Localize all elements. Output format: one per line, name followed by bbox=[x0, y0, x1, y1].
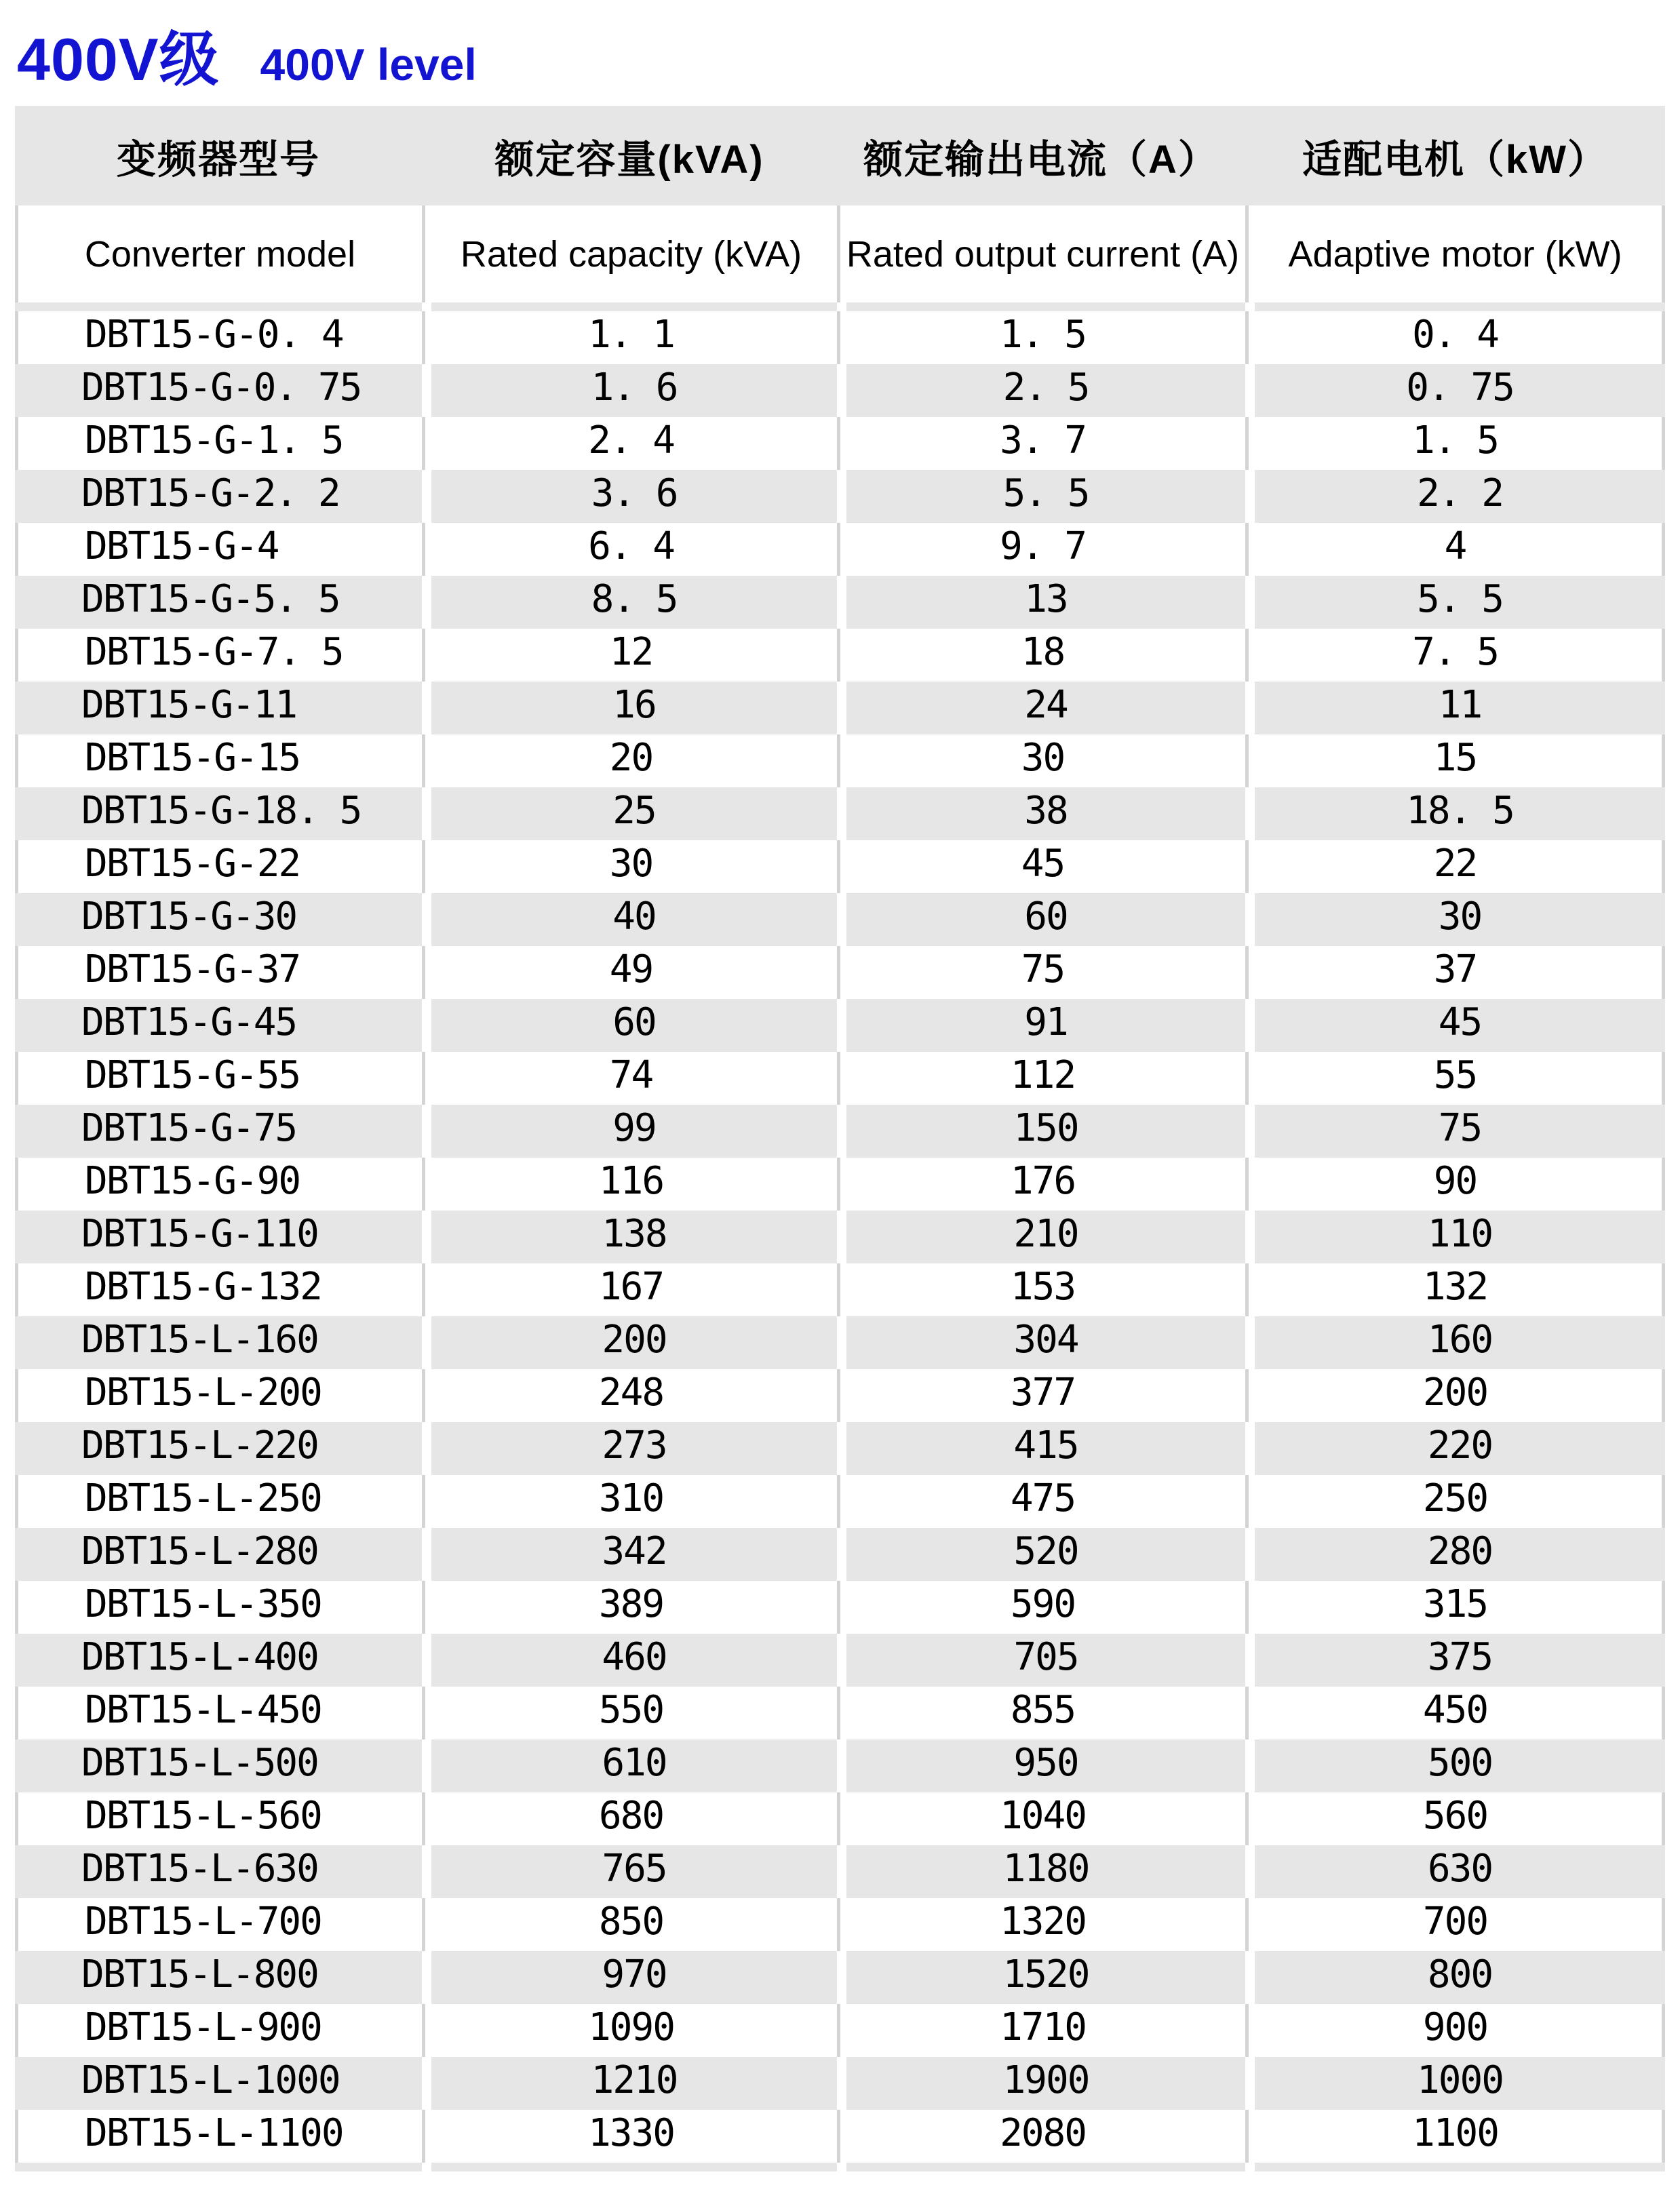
capacity-cell: 25 bbox=[422, 787, 837, 840]
capacity-cell: 167 bbox=[422, 1263, 837, 1316]
current-cell: 3. 7 bbox=[837, 417, 1245, 470]
motor-cell: 11 bbox=[1245, 682, 1665, 734]
column-header-current-zh: 额定输出电流（A） bbox=[837, 106, 1245, 205]
page-title-zh: 400V级 bbox=[17, 26, 220, 93]
current-cell: 705 bbox=[837, 1634, 1245, 1687]
header-separator-strip bbox=[15, 302, 1665, 311]
motor-cell: 0. 75 bbox=[1245, 364, 1665, 417]
capacity-cell: 680 bbox=[422, 1792, 837, 1845]
capacity-cell: 138 bbox=[422, 1211, 837, 1263]
model-cell: DBT15-L-350 bbox=[15, 1581, 422, 1634]
table-row bbox=[15, 946, 1665, 999]
current-cell: 590 bbox=[837, 1581, 1245, 1634]
current-cell: 1900 bbox=[837, 2057, 1245, 2110]
capacity-cell: 12 bbox=[422, 629, 837, 682]
column-header-motor-en: Adaptive motor (kW) bbox=[1245, 205, 1665, 302]
current-cell: 30 bbox=[837, 734, 1245, 787]
model-cell: DBT15-L-250 bbox=[15, 1475, 422, 1528]
motor-cell: 375 bbox=[1245, 1634, 1665, 1687]
capacity-cell: 6. 4 bbox=[422, 523, 837, 576]
motor-cell: 30 bbox=[1245, 893, 1665, 946]
table-row bbox=[15, 1845, 1665, 1898]
model-cell: DBT15-L-200 bbox=[15, 1369, 422, 1422]
table-row bbox=[15, 1369, 1665, 1422]
model-cell: DBT15-L-280 bbox=[15, 1528, 422, 1581]
current-cell: 950 bbox=[837, 1739, 1245, 1792]
current-cell: 18 bbox=[837, 629, 1245, 682]
table-row bbox=[15, 1316, 1665, 1369]
current-cell: 1. 5 bbox=[837, 311, 1245, 364]
current-cell: 520 bbox=[837, 1528, 1245, 1581]
current-cell: 2. 5 bbox=[837, 364, 1245, 417]
capacity-cell: 1090 bbox=[422, 2004, 837, 2057]
model-cell: DBT15-G-132 bbox=[15, 1263, 422, 1316]
current-cell: 1320 bbox=[837, 1898, 1245, 1951]
table-row bbox=[15, 417, 1665, 470]
capacity-cell: 765 bbox=[422, 1845, 837, 1898]
capacity-cell: 310 bbox=[422, 1475, 837, 1528]
capacity-cell: 610 bbox=[422, 1739, 837, 1792]
model-cell: DBT15-G-110 bbox=[15, 1211, 422, 1263]
current-cell: 304 bbox=[837, 1316, 1245, 1369]
table-row bbox=[15, 893, 1665, 946]
page-bottom-margin bbox=[0, 2171, 1680, 2192]
motor-cell: 280 bbox=[1245, 1528, 1665, 1581]
model-cell: DBT15-L-900 bbox=[15, 2004, 422, 2057]
capacity-cell: 3. 6 bbox=[422, 470, 837, 523]
spec-table bbox=[15, 106, 1665, 2171]
motor-cell: 110 bbox=[1245, 1211, 1665, 1263]
current-cell: 9. 7 bbox=[837, 523, 1245, 576]
table-body bbox=[15, 311, 1665, 2163]
motor-cell: 5. 5 bbox=[1245, 576, 1665, 629]
model-cell: DBT15-L-450 bbox=[15, 1687, 422, 1739]
motor-cell: 1100 bbox=[1245, 2110, 1665, 2163]
motor-cell: 1. 5 bbox=[1245, 417, 1665, 470]
capacity-cell: 16 bbox=[422, 682, 837, 734]
current-cell: 75 bbox=[837, 946, 1245, 999]
table-row bbox=[15, 1158, 1665, 1211]
model-cell: DBT15-G-75 bbox=[15, 1105, 422, 1158]
table-row bbox=[15, 1898, 1665, 1951]
capacity-cell: 1210 bbox=[422, 2057, 837, 2110]
table-row bbox=[15, 1528, 1665, 1581]
model-cell: DBT15-L-1000 bbox=[15, 2057, 422, 2110]
motor-cell: 4 bbox=[1245, 523, 1665, 576]
table-row bbox=[15, 1105, 1665, 1158]
capacity-cell: 20 bbox=[422, 734, 837, 787]
table-row bbox=[15, 1052, 1665, 1105]
motor-cell: 560 bbox=[1245, 1792, 1665, 1845]
capacity-cell: 1. 1 bbox=[422, 311, 837, 364]
model-cell: DBT15-G-5. 5 bbox=[15, 576, 422, 629]
capacity-cell: 200 bbox=[422, 1316, 837, 1369]
table-row bbox=[15, 1422, 1665, 1475]
current-cell: 13 bbox=[837, 576, 1245, 629]
motor-cell: 37 bbox=[1245, 946, 1665, 999]
model-cell: DBT15-G-0. 75 bbox=[15, 364, 422, 417]
motor-cell: 55 bbox=[1245, 1052, 1665, 1105]
capacity-cell: 60 bbox=[422, 999, 837, 1052]
table-row bbox=[15, 470, 1665, 523]
motor-cell: 630 bbox=[1245, 1845, 1665, 1898]
model-cell: DBT15-G-22 bbox=[15, 840, 422, 893]
capacity-cell: 99 bbox=[422, 1105, 837, 1158]
current-cell: 210 bbox=[837, 1211, 1245, 1263]
model-cell: DBT15-L-630 bbox=[15, 1845, 422, 1898]
model-cell: DBT15-L-560 bbox=[15, 1792, 422, 1845]
current-cell: 377 bbox=[837, 1369, 1245, 1422]
current-cell: 415 bbox=[837, 1422, 1245, 1475]
current-cell: 1520 bbox=[837, 1951, 1245, 2004]
table-row bbox=[15, 523, 1665, 576]
capacity-cell: 850 bbox=[422, 1898, 837, 1951]
capacity-cell: 116 bbox=[422, 1158, 837, 1211]
motor-cell: 45 bbox=[1245, 999, 1665, 1052]
table-row bbox=[15, 2110, 1665, 2163]
table-row bbox=[15, 1475, 1665, 1528]
motor-cell: 200 bbox=[1245, 1369, 1665, 1422]
table-row bbox=[15, 2057, 1665, 2110]
capacity-cell: 74 bbox=[422, 1052, 837, 1105]
footer-separator-strip bbox=[15, 2163, 1665, 2171]
capacity-cell: 40 bbox=[422, 893, 837, 946]
capacity-cell: 8. 5 bbox=[422, 576, 837, 629]
capacity-cell: 49 bbox=[422, 946, 837, 999]
current-cell: 38 bbox=[837, 787, 1245, 840]
table-row bbox=[15, 629, 1665, 682]
model-cell: DBT15-G-7. 5 bbox=[15, 629, 422, 682]
capacity-cell: 30 bbox=[422, 840, 837, 893]
model-cell: DBT15-G-4 bbox=[15, 523, 422, 576]
table-row bbox=[15, 1687, 1665, 1739]
model-cell: DBT15-L-220 bbox=[15, 1422, 422, 1475]
model-cell: DBT15-G-2. 2 bbox=[15, 470, 422, 523]
table-row bbox=[15, 999, 1665, 1052]
capacity-cell: 1. 6 bbox=[422, 364, 837, 417]
table-row bbox=[15, 1211, 1665, 1263]
current-cell: 176 bbox=[837, 1158, 1245, 1211]
model-cell: DBT15-G-15 bbox=[15, 734, 422, 787]
current-cell: 60 bbox=[837, 893, 1245, 946]
table-row bbox=[15, 682, 1665, 734]
motor-cell: 7. 5 bbox=[1245, 629, 1665, 682]
model-cell: DBT15-G-90 bbox=[15, 1158, 422, 1211]
model-cell: DBT15-L-1100 bbox=[15, 2110, 422, 2163]
column-header-capacity-zh: 额定容量(kVA) bbox=[422, 106, 837, 205]
motor-cell: 450 bbox=[1245, 1687, 1665, 1739]
motor-cell: 500 bbox=[1245, 1739, 1665, 1792]
table-row bbox=[15, 787, 1665, 840]
page-title-en: 400V level bbox=[260, 39, 477, 90]
column-header-model-zh: 变频器型号 bbox=[15, 106, 422, 205]
capacity-cell: 2. 4 bbox=[422, 417, 837, 470]
model-cell: DBT15-G-55 bbox=[15, 1052, 422, 1105]
current-cell: 1180 bbox=[837, 1845, 1245, 1898]
column-header-model-en: Converter model bbox=[15, 205, 422, 302]
table-row bbox=[15, 576, 1665, 629]
model-cell: DBT15-G-11 bbox=[15, 682, 422, 734]
model-cell: DBT15-G-0. 4 bbox=[15, 311, 422, 364]
motor-cell: 160 bbox=[1245, 1316, 1665, 1369]
table-row bbox=[15, 1581, 1665, 1634]
current-cell: 475 bbox=[837, 1475, 1245, 1528]
motor-cell: 900 bbox=[1245, 2004, 1665, 2057]
capacity-cell: 460 bbox=[422, 1634, 837, 1687]
table-row bbox=[15, 734, 1665, 787]
model-cell: DBT15-L-700 bbox=[15, 1898, 422, 1951]
current-cell: 2080 bbox=[837, 2110, 1245, 2163]
model-cell: DBT15-L-800 bbox=[15, 1951, 422, 2004]
table-row bbox=[15, 1634, 1665, 1687]
model-cell: DBT15-G-18. 5 bbox=[15, 787, 422, 840]
motor-cell: 1000 bbox=[1245, 2057, 1665, 2110]
capacity-cell: 342 bbox=[422, 1528, 837, 1581]
model-cell: DBT15-G-1. 5 bbox=[15, 417, 422, 470]
capacity-cell: 273 bbox=[422, 1422, 837, 1475]
current-cell: 1710 bbox=[837, 2004, 1245, 2057]
motor-cell: 15 bbox=[1245, 734, 1665, 787]
motor-cell: 22 bbox=[1245, 840, 1665, 893]
column-header-current-en: Rated output current (A) bbox=[837, 205, 1245, 302]
motor-cell: 2. 2 bbox=[1245, 470, 1665, 523]
capacity-cell: 970 bbox=[422, 1951, 837, 2004]
table-row bbox=[15, 311, 1665, 364]
current-cell: 45 bbox=[837, 840, 1245, 893]
capacity-cell: 248 bbox=[422, 1369, 837, 1422]
table-row bbox=[15, 1792, 1665, 1845]
motor-cell: 220 bbox=[1245, 1422, 1665, 1475]
current-cell: 855 bbox=[837, 1687, 1245, 1739]
table-header-row-en bbox=[15, 205, 1665, 302]
motor-cell: 800 bbox=[1245, 1951, 1665, 2004]
capacity-cell: 389 bbox=[422, 1581, 837, 1634]
motor-cell: 250 bbox=[1245, 1475, 1665, 1528]
current-cell: 24 bbox=[837, 682, 1245, 734]
current-cell: 5. 5 bbox=[837, 470, 1245, 523]
current-cell: 112 bbox=[837, 1052, 1245, 1105]
table-row bbox=[15, 364, 1665, 417]
page-title bbox=[17, 12, 1680, 93]
model-cell: DBT15-L-160 bbox=[15, 1316, 422, 1369]
current-cell: 150 bbox=[837, 1105, 1245, 1158]
motor-cell: 90 bbox=[1245, 1158, 1665, 1211]
model-cell: DBT15-G-45 bbox=[15, 999, 422, 1052]
capacity-cell: 550 bbox=[422, 1687, 837, 1739]
table-row bbox=[15, 1263, 1665, 1316]
table-row bbox=[15, 1951, 1665, 2004]
motor-cell: 18. 5 bbox=[1245, 787, 1665, 840]
current-cell: 153 bbox=[837, 1263, 1245, 1316]
table-row bbox=[15, 840, 1665, 893]
table-row bbox=[15, 1739, 1665, 1792]
table-header-row-zh bbox=[15, 106, 1665, 205]
current-cell: 91 bbox=[837, 999, 1245, 1052]
table-row bbox=[15, 2004, 1665, 2057]
model-cell: DBT15-G-37 bbox=[15, 946, 422, 999]
motor-cell: 75 bbox=[1245, 1105, 1665, 1158]
current-cell: 1040 bbox=[837, 1792, 1245, 1845]
capacity-cell: 1330 bbox=[422, 2110, 837, 2163]
column-header-motor-zh: 适配电机（kW） bbox=[1245, 106, 1665, 205]
model-cell: DBT15-G-30 bbox=[15, 893, 422, 946]
column-header-capacity-en: Rated capacity (kVA) bbox=[422, 205, 837, 302]
motor-cell: 0. 4 bbox=[1245, 311, 1665, 364]
model-cell: DBT15-L-400 bbox=[15, 1634, 422, 1687]
motor-cell: 132 bbox=[1245, 1263, 1665, 1316]
model-cell: DBT15-L-500 bbox=[15, 1739, 422, 1792]
motor-cell: 700 bbox=[1245, 1898, 1665, 1951]
motor-cell: 315 bbox=[1245, 1581, 1665, 1634]
